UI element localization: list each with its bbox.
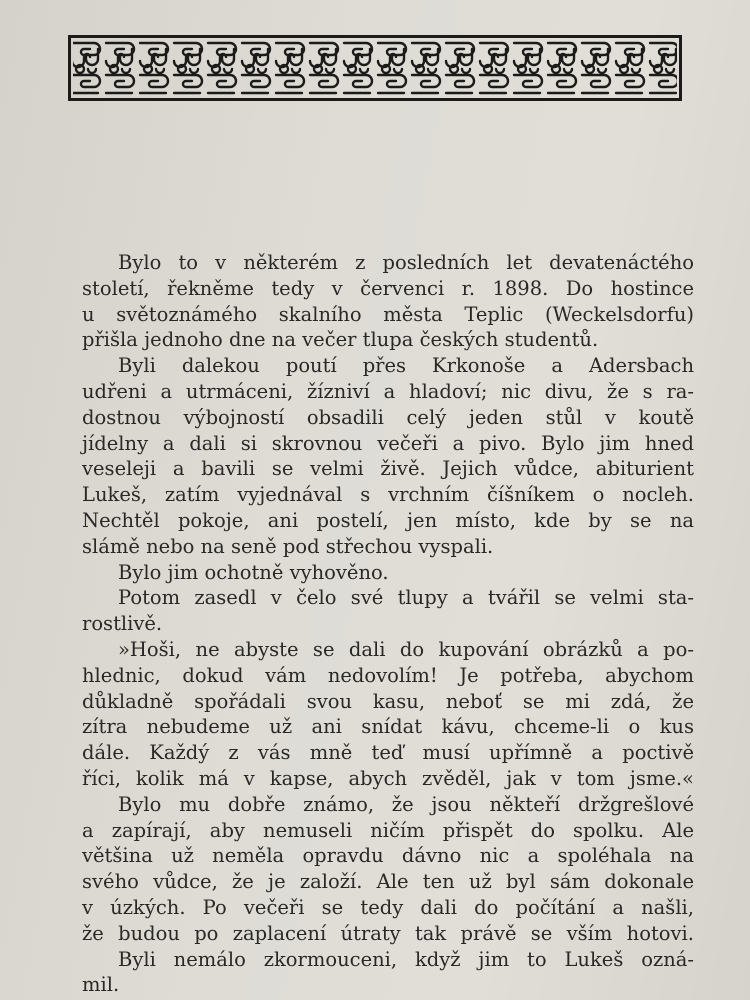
- text-line: Potom zasedl v čelo své tlupy a tvářil se velmi sta-: [118, 586, 694, 610]
- text-line: Nechtěl pokoje, ani postelí, jen místo, kde by se na: [82, 508, 694, 532]
- text-line: Byli nemálo zkormouceni, když jim to Lukeš ozná-: [118, 947, 694, 971]
- text-line: jídelny a dali si skrovnou večeři a pivo. Bylo jim hned: [82, 431, 694, 455]
- text-line: hlednic, dokud vám nedovolím! Je potřeba, abychom: [82, 663, 694, 687]
- text-line: Byli dalekou poutí přes Krkonoše a Adersbach: [118, 354, 694, 378]
- text-line: většina už neměla opravdu dávno nic a spoléhala na: [82, 844, 694, 868]
- text-line: dostnou výbojností obsadili celý jeden stůl v koutě: [82, 405, 694, 429]
- text-line: rostlivě.: [82, 612, 163, 636]
- text-line: u světoznámého skalního města Teplic (Weckelsdorfu): [82, 302, 694, 326]
- text-line: svého vůdce, že je založí. Ale ten už byl sám dokonale: [82, 870, 694, 894]
- ornamental-border: [68, 35, 682, 101]
- text-line: v úzkých. Po večeři se tedy dali do počítání a našli,: [82, 895, 694, 919]
- text-line: Bylo jim ochotně vyhověno.: [118, 560, 389, 584]
- text-line: veseleji a bavili se velmi živě. Jejich vůdce, abiturient: [82, 457, 694, 481]
- text-line: a zapírají, aby nemuseli ničím přispět do spolku. Ale: [82, 818, 694, 842]
- text-line: zítra nebudeme už ani snídat kávu, chceme-li o kus: [82, 715, 694, 739]
- text-line: že budou po zaplacení útraty tak právě se vším hotovi.: [82, 921, 694, 945]
- text-line: Bylo to v některém z posledních let devatenáctého: [118, 251, 694, 274]
- body-text: [82, 250, 694, 998]
- text-line: slámě nebo na seně pod střechou vyspali.: [82, 534, 494, 558]
- text-line: Lukeš, zatím vyjednával s vrchním číšníkem o nocleh.: [82, 483, 694, 507]
- text-line: »Hoši, ne abyste se dali do kupování obrázků a po-: [118, 637, 694, 661]
- text-line: přišla jednoho dne na večer tlupa českých studentů.: [82, 328, 599, 352]
- text-line: důkladně spořádali svou kasu, neboť se mi zdá, že: [82, 689, 694, 713]
- text-line: udřeni a utrmáceni, žízniví a hladoví; nic divu, že s ra-: [82, 379, 694, 403]
- text-line: mil.: [82, 973, 120, 997]
- text-line: říci, kolik má v kapse, abych zvěděl, jak v tom jsme.«: [82, 766, 694, 790]
- text-line: století, řekněme tedy v červenci r. 1898. Do hostince: [82, 276, 694, 300]
- text-line: dále. Každý z vás mně teď musí upřímně a poctivě: [82, 741, 694, 765]
- text-line: Bylo mu dobře známo, že jsou někteří držgrešlové: [118, 792, 694, 816]
